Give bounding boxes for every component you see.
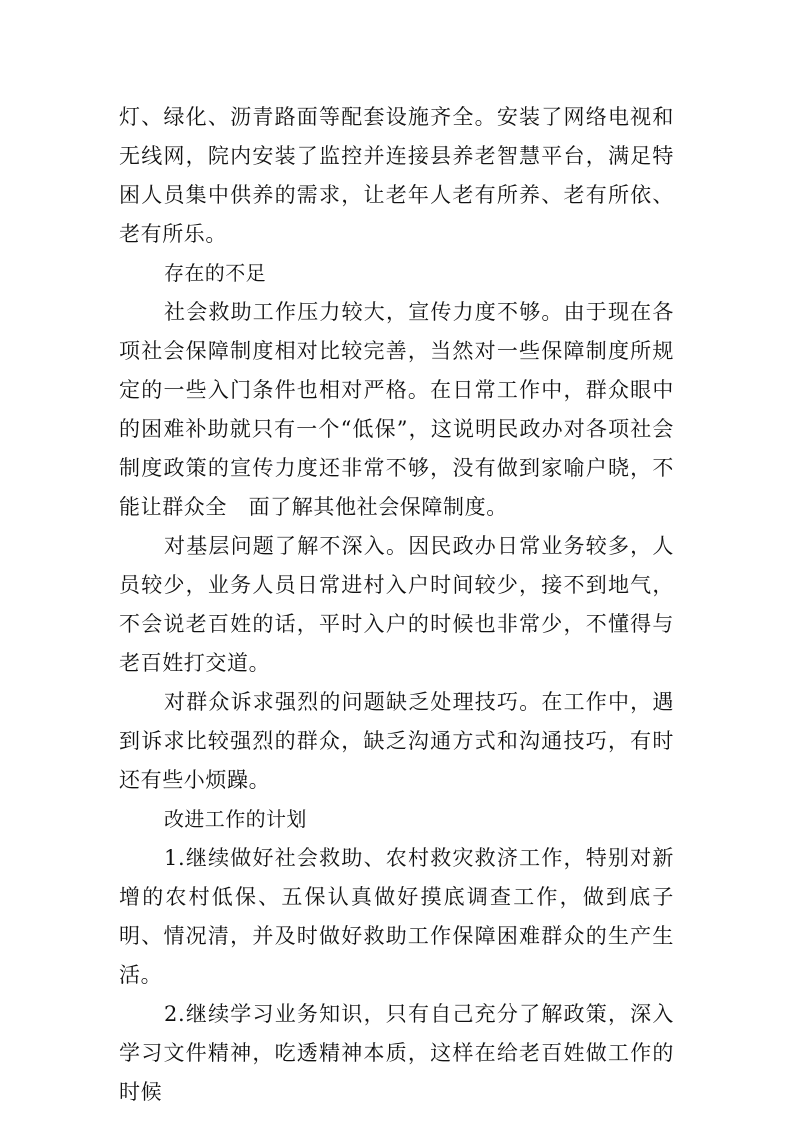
paragraph-plan-item-2: 2.继续学习业务知识，只有自己充分了解政策，深入学习文件精神，吃透精神本质，这样在给老百姓做工作的时候 [119, 1002, 674, 1104]
heading-improvement-plan: 改进工作的计划 [164, 807, 307, 831]
paragraph-handling-skills: 对群众诉求强烈的问题缺乏处理技巧。在工作中，遇到诉求比较强烈的群众，缺乏沟通方式和沟通技巧，有时还有些小烦躁。 [119, 690, 674, 792]
paragraph-plan-item-1: 1.继续做好社会救助、农村救灾救济工作，特别对新增的农村低保、五保认真做好摸底调查工作，做到底子明、情况清，并及时做好救助工作保障困难群众的生产生活。 [119, 846, 674, 987]
paragraph-facilities: 灯、绿化、沥青路面等配套设施齐全。安装了网络电视和无线网，院内安装了监控并连接县养老智慧平台，满足特困人员集中供养的需求，让老年人老有所养、老有所依、老有所乐。 [119, 105, 674, 246]
document-body [119, 98, 674, 1112]
heading-shortcomings: 存在的不足 [164, 261, 266, 285]
paragraph-social-assistance: 社会救助工作压力较大，宣传力度不够。由于现在各项社会保障制度相对比较完善，当然对一些保障制度所规定的一些入门条件也相对严格。在日常工作中，群众眼中的困难补助就只有一个“低保”，这说明民政办对各项社会制度政策的宣传力度还非常不够，没有做到家喻户晓，不能让群众全 面了解其他社会保障制度。 [119, 300, 674, 519]
paragraph-grassroots: 对基层问题了解不深入。因民政办日常业务较多，人员较少，业务人员日常进村入户时间较少，接不到地气，不会说老百姓的话，平时入户的时候也非常少，不懂得与老百姓打交道。 [119, 534, 674, 675]
